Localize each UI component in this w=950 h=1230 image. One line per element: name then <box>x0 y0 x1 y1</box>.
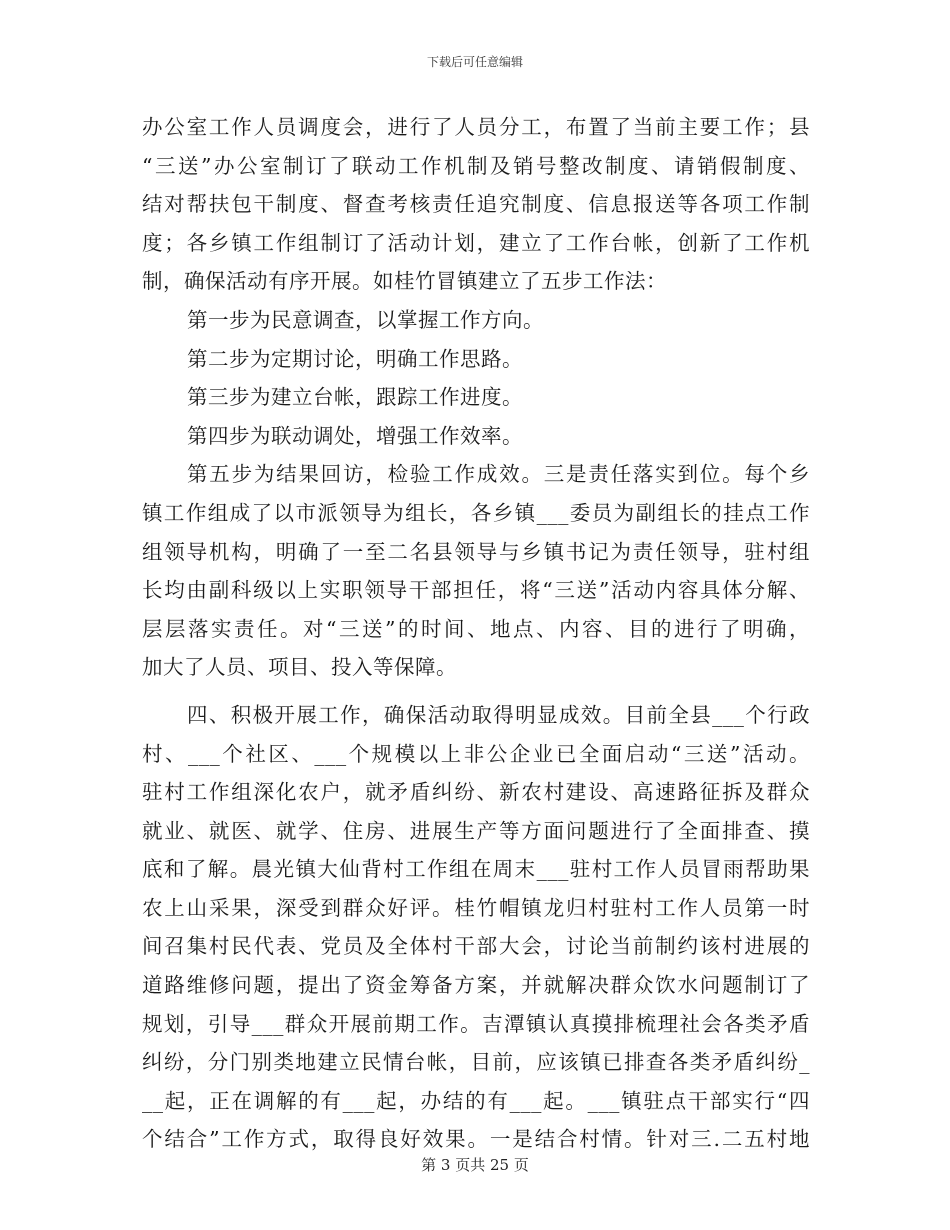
text-line: “三送”办公室制订了联动工作机制及销号整改制度、请销假制度、 <box>142 153 810 178</box>
paragraph-gap <box>142 687 810 696</box>
text-line: 规划，引导___群众开展前期工作。吉潭镇认真摸排梳理社会各类矛盾 <box>142 1011 810 1036</box>
step-item: 第四步为联动调处，增强工作效率。 <box>187 423 523 448</box>
text-line: 加大了人员、项目、投入等保障。 <box>142 655 457 680</box>
text-line: 道路维修问题，提出了资金筹备方案，并就解决群众饮水问题制订了 <box>142 973 810 998</box>
text-line: 长均由副科级以上实职领导干部担任，将“三送”活动内容具体分解、 <box>142 578 810 603</box>
document-body <box>142 108 810 1159</box>
text-line: 农上山采果，深受到群众好评。桂竹帽镇龙归村驻村工作人员第一时 <box>142 895 810 920</box>
text-line: 就业、就医、就学、住房、进展生产等方面问题进行了全面排查、摸 <box>142 818 810 843</box>
text-line: 第五步为结果回访，检验工作成效。三是责任落实到位。每个乡 <box>187 462 810 487</box>
text-line: 制，确保活动有序开展。如桂竹冒镇建立了五步工作法： <box>142 269 667 294</box>
text-line: 间召集村民代表、党员及全体村干部大会，讨论当前制约该村进展的 <box>142 934 810 959</box>
page-header: 下载后可任意编辑 <box>426 55 523 69</box>
text-line: 纠纷，分门别类地建立民情台帐，目前，应该镇已排查各类矛盾纠纷_ <box>142 1050 810 1075</box>
text-line: 结对帮扶包干制度、督查考核责任追究制度、信息报送等各项工作制 <box>142 192 810 217</box>
paragraph-continuation <box>142 108 810 301</box>
step-item: 第二步为定期讨论，明确工作思路。 <box>187 346 523 371</box>
text-line: 村、___个社区、___个规模以上非公企业已全面启动“三送”活动。 <box>142 741 810 766</box>
text-line: 底和了解。晨光镇大仙背村工作组在周末___驻村工作人员冒雨帮助果 <box>142 857 810 882</box>
text-line: 度；各乡镇工作组制订了活动计划，建立了工作台帐，创新了工作机 <box>142 230 810 255</box>
text-line: 镇工作组成了以市派领导为组长，各乡镇___委员为副组长的挂点工作 <box>142 500 810 525</box>
text-line: 个结合”工作方式，取得良好效果。一是结合村情。针对三.二五村地 <box>142 1127 810 1152</box>
text-line: 四、积极开展工作，确保活动取得明显成效。目前全县___个行政 <box>187 702 810 727</box>
page-number: 第 3 页共 25 页 <box>421 1156 529 1174</box>
text-line: 驻村工作组深化农户，就矛盾纠纷、新农村建设、高速路征拆及群众 <box>142 780 810 805</box>
paragraph-section-four <box>142 696 810 1159</box>
step-list <box>142 301 810 455</box>
step-item: 第三步为建立台帐，跟踪工作进度。 <box>187 385 523 410</box>
paragraph-responsibility <box>142 455 810 687</box>
text-line: __起，正在调解的有___起，办结的有___起。___镇驻点干部实行“四 <box>142 1088 810 1113</box>
text-line: 办公室工作人员调度会，进行了人员分工，布置了当前主要工作；县 <box>142 115 810 139</box>
step-item: 第一步为民意调查，以掌握工作方向。 <box>187 307 544 332</box>
text-line: 层层落实责任。对“三送”的时间、地点、内容、目的进行了明确， <box>142 616 810 641</box>
text-line: 组领导机构，明确了一至二名县领导与乡镇书记为责任领导，驻村组 <box>142 539 810 564</box>
